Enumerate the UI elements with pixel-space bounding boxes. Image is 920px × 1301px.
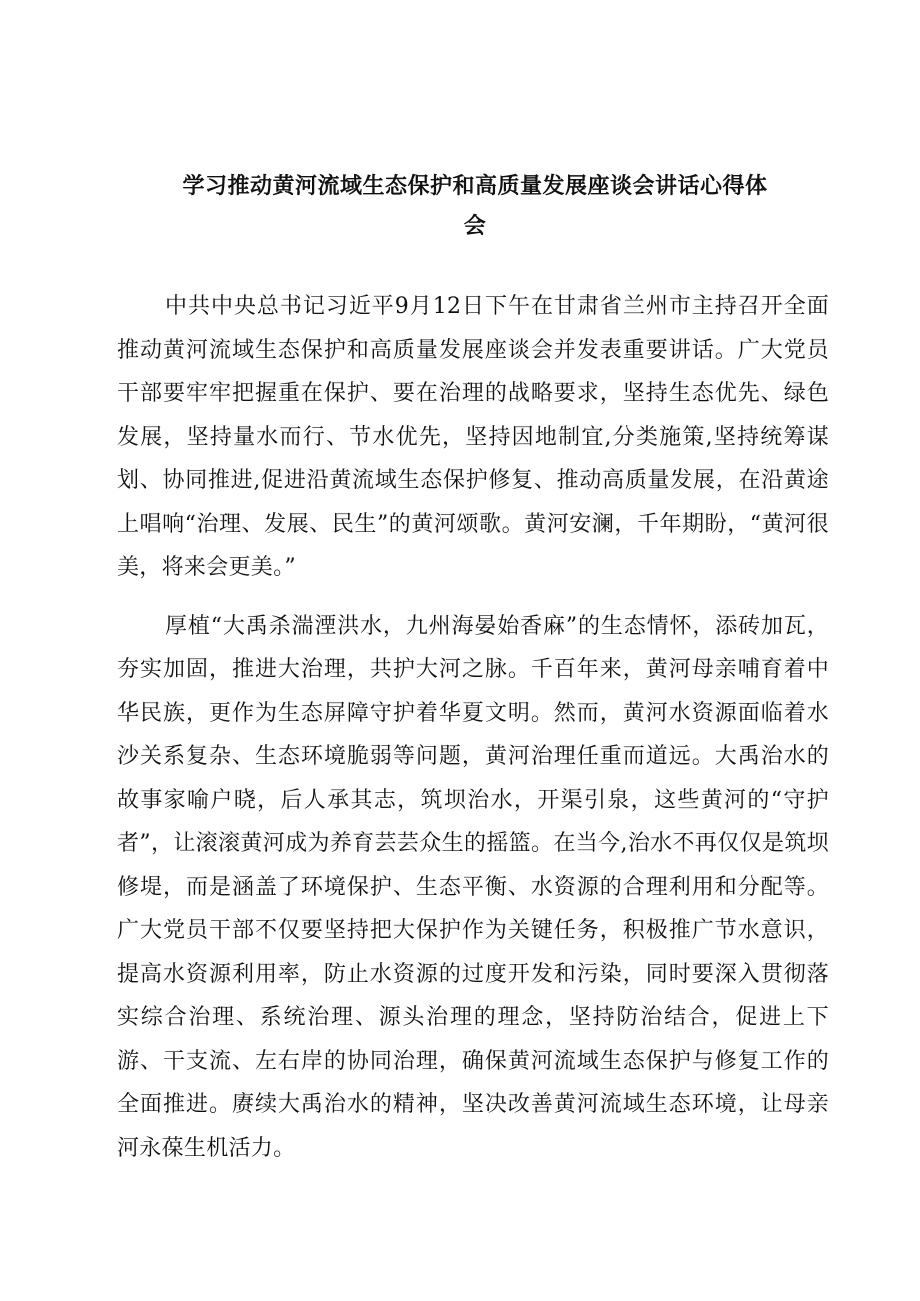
title-line-2: 会 [463,213,487,239]
title-line-1: 学习推动黄河流域生态保护和高质量发展座谈会讲话心得体 [182,173,768,199]
document-body [117,285,829,1170]
paragraph-1: 中共中央总书记习近平9月12日下午在甘肃省兰州市主持召开全面推动黄河流域生态保护和高质量发展座谈会并发表重要讲话。广大党员干部要牢牢把握重在保护、要在治理的战略要求，坚持生态优先、绿色发展，坚持量水而行、节水优先，坚持因地制宜,分类施策,坚持统筹谋划、协同推进,促进沿黄流域生态保护修复、推动高质量发展，在沿黄途上唱响“治理、发展、民生”的黄河颂歌。黄河安澜，千年期盼，“黄河很美，将来会更美。” [117,294,829,580]
document-title [130,167,820,247]
paragraph-2: 厚植“大禹杀湍湮洪水，九州海晏始香麻”的生态情怀，添砖加瓦，夯实加固，推进大治理，共护大河之脉。千百年来，黄河母亲哺育着中华民族，更作为生态屏障守护着华夏文明。然而，黄河水资源面临着水沙关系复杂、生态环境脆弱等问题，黄河治理任重而道远。大禹治水的故事家喻户晓，后人承其志，筑坝治水，开渠引泉，这些黄河的“守护者”，让滚滚黄河成为养育芸芸众生的摇篮。在当今,治水不再仅仅是筑坝修堤，而是涵盖了环境保护、生态平衡、水资源的合理利用和分配等。广大党员干部不仅要坚持把大保护作为关键任务，积极推广节水意识，提高水资源利用率，防止水资源的过度开发和污染，同时要深入贯彻落实综合治理、系统治理、源头治理的理念，坚持防治结合，促进上下游、干支流、左右岸的协同治理，确保黄河流域生态保护与修复工作的全面推进。赓续大禹治水的精神，坚决改善黄河流域生态环境，让母亲河永葆生机活力。 [117,613,829,1161]
